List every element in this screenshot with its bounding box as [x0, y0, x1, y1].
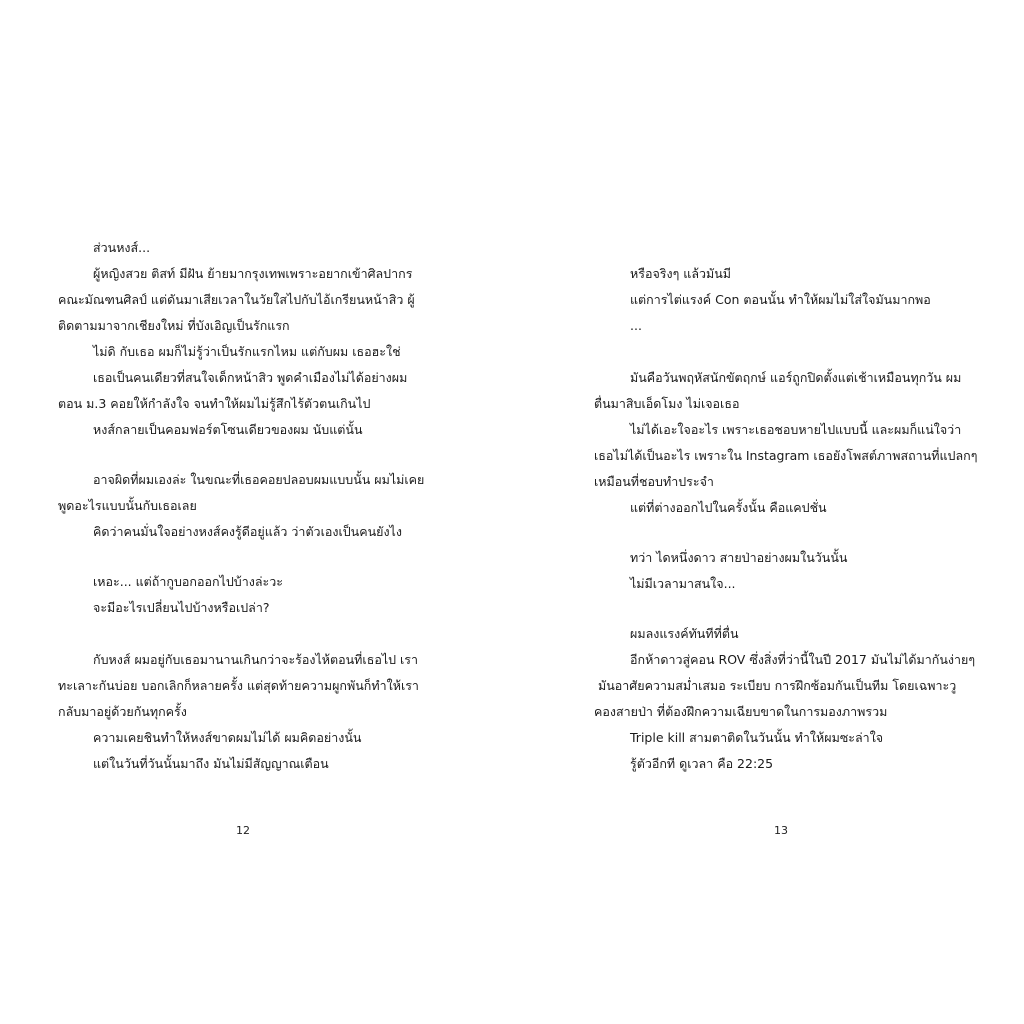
- text-line: คิดว่าคนมั่นใจอย่างหงส์คงรู้ดีอยู่แล้ว ว่าตัวเองเป็นคนยังไง: [93, 524, 402, 539]
- text-line: คองสายป่า ที่ต้องฝึกความเฉียบขาดในการมองภาพรวม: [594, 704, 888, 719]
- text-line: กับหงส์ ผมอยู่กับเธอมานานเกินกว่าจะร้องไห้ตอนที่เธอไป เรา: [93, 652, 419, 667]
- text-line: Triple kill สามตาติดในวันนั้น ทำให้ผมซะล่าใจ: [630, 730, 884, 745]
- text-line: ส่วนหงส์...: [93, 240, 151, 255]
- text-line: อาจผิดที่ผมเองล่ะ ในขณะที่เธอคอยปลอบผมแบบนั้น ผมไม่เคย: [93, 472, 425, 487]
- text-line: เธอไม่ได้เป็นอะไร เพราะใน Instagram เธอยังโพสต์ภาพสถานที่แปลกๆ: [594, 448, 978, 463]
- text-line: จะมีอะไรเปลี่ยนไปบ้างหรือเปล่า?: [93, 600, 270, 615]
- text-line: หงส์กลายเป็นคอมฟอร์ตโซนเดียวของผม นับแต่นั้น: [93, 422, 363, 437]
- text-line: รู้ตัวอีกที ดูเวลา คือ 22:25: [630, 756, 774, 771]
- text-line: ความเคยชินทำให้หงส์ขาดผมไม่ได้ ผมคิดอย่างนั้น: [93, 730, 362, 745]
- text-line: ไม่ดิ กับเธอ ผมก็ไม่รู้ว่าเป็นรักแรกไหม แต่กับผม เธอฮะใช่: [93, 344, 401, 359]
- text-line: หรือจริงๆ แล้วมันมี: [630, 266, 732, 281]
- text-line: พูดอะไรแบบนั้นกับเธอเลย: [58, 498, 197, 513]
- page-number: 12: [236, 824, 250, 837]
- text-line: เหอะ... แต่ถ้ากูบอกออกไปบ้างล่ะวะ: [93, 574, 283, 589]
- page-number: 13: [774, 824, 788, 837]
- text-line: ทะเลาะกันบ่อย บอกเลิกก็หลายครั้ง แต่สุดท้ายความผูกพันก็ทำให้เรา: [58, 678, 419, 693]
- text-line: เธอเป็นคนเดียวที่สนใจเด็กหน้าสิว พูดคำเมืองไม่ได้อย่างผม: [93, 370, 408, 385]
- text-line: ไม่มีเวลามาสนใจ...: [630, 576, 736, 591]
- right-page: [512, 0, 1024, 1024]
- text-line: ไม่ได้เอะใจอะไร เพราะเธอชอบหายไปแบบนี้ และผมก็แน่ใจว่า: [630, 422, 962, 437]
- text-line: ผู้หญิงสวย ติสท์ มีฝัน ย้ายมากรุงเทพเพราะอยากเข้าศิลปากร: [93, 266, 413, 281]
- text-line: อีกห้าดาวสู่คอน ROV ซึ่งสิ่งที่ว่านี้ในปี 2017 มันไม่ได้มากันง่ายๆ: [630, 652, 976, 667]
- text-line: ทว่า ไดหนึ่งดาว สายป่าอย่างผมในวันนั้น: [630, 550, 848, 565]
- text-line: แต่การไต่แรงค์ Con ตอนนั้น ทำให้ผมไม่ใส่ใจมันมากพอ: [630, 292, 931, 307]
- text-line: มันคือวันพฤหัสนักขัตฤกษ์ แอร์ถูกปิดตั้งแต่เช้าเหมือนทุกวัน ผม: [630, 370, 962, 385]
- text-line: กลับมาอยู่ด้วยกันทุกครั้ง: [58, 704, 187, 719]
- text-line: แต่ในวันที่วันนั้นมาถึง มันไม่มีสัญญาณเตือน: [93, 756, 329, 771]
- text-line: ผมลงแรงค์ทันทีที่ตื่น: [630, 626, 739, 641]
- text-line: มันอาศัยความสม่ำเสมอ ระเบียบ การฝึกซ้อมกันเป็นทีม โดยเฉพาะวู: [598, 678, 957, 693]
- text-line: ตื่นมาสิบเอ็ดโมง ไม่เจอเธอ: [594, 396, 740, 411]
- text-line: ตอน ม.3 คอยให้กำลังใจ จนทำให้ผมไม่รู้สึกไร้ตัวตนเกินไป: [58, 396, 371, 411]
- text-line: แต่ที่ต่างออกไปในครั้งนั้น คือแคปชั่น: [630, 500, 827, 515]
- text-line: คณะมัณฑนศิลป์ แต่ดันมาเสียเวลาในวัยใสไปกับไอ้เกรียนหน้าสิว ผู้: [58, 292, 415, 307]
- text-line: เหมือนที่ชอบทำประจำ: [594, 474, 714, 489]
- text-line: ติดตามมาจากเชียงใหม่ ที่บังเอิญเป็นรักแรก: [58, 318, 290, 333]
- text-line: ...: [630, 318, 642, 333]
